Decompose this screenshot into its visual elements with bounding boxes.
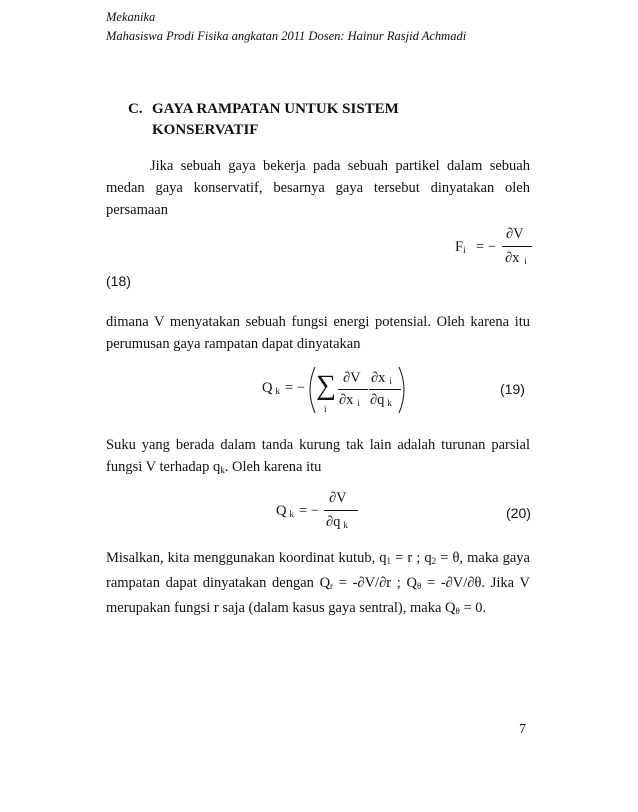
eq18-fraction-bar (502, 246, 532, 247)
eq19-fraction-bar-2 (369, 389, 401, 390)
eq19-number: (19) (500, 381, 525, 397)
eq20-numerator: ∂V (329, 490, 347, 506)
eq19-sum-symbol: ∑ (316, 370, 336, 401)
eq18-lhs: $F_i$ (455, 239, 466, 255)
eq19-num1: ∂V (343, 370, 361, 386)
section-letter: C. (128, 101, 143, 117)
paragraph-3: Suku yang berada dalam tanda kurung tak lain adalah turunan parsial fungsi V terhadap $q_k$. Oleh karena itu (106, 437, 530, 475)
page-number: 7 (519, 722, 526, 737)
section-heading (128, 99, 399, 141)
running-header-title: Mekanika (106, 10, 156, 24)
eq20-fraction-bar (324, 510, 358, 511)
eq19-den1: ∂x $_i$ (339, 392, 360, 408)
eq18-denominator: ∂x $_i$ (505, 250, 527, 266)
eq19-num2: ∂x $_i$ (371, 370, 392, 386)
eq20-lhs: Q $_k$ (276, 503, 294, 519)
eq19-sum-index: i (324, 404, 327, 414)
eq19-den2: ∂q $_k$ (370, 392, 392, 408)
eq20-denominator: ∂q $_k$ (326, 514, 348, 530)
paragraph-4: Misalkan, kita menggunakan koordinat kutub, $q_1 = r$ ; $q_2 = \theta$, maka gaya rampatan dapat dinyatakan dengan $Q_r = -\partial V/\partial r$ ; $Q_\theta = -\partial V/\partial\theta$. Jika V merupakan fungsi r saja (dalam kasus gaya sentral), maka $Q_\theta = 0$. (106, 550, 530, 616)
eq20-number: (20) (506, 505, 531, 521)
eq20-equals: = − (299, 503, 319, 519)
paragraph-1-text: Jika sebuah gaya bekerja pada sebuah partikel dalam sebuah medan gaya konservatif, besarnya gaya tersebut dinyatakan oleh persamaan (106, 158, 530, 218)
paragraph-1 (106, 155, 530, 221)
eq18-number: (18) (106, 273, 131, 289)
eq18-equals: = − (476, 239, 496, 255)
eq19-fraction-bar-1 (338, 389, 368, 390)
section-title-line1: GAYA RAMPATAN UNTUK SISTEM (152, 101, 399, 117)
section-title-line2: KONSERVATIF (152, 122, 259, 138)
paragraph-2: dimana V menyatakan sebuah fungsi energi potensial. Oleh karena itu perumusan gaya rampatan dapat dinyatakan (106, 314, 530, 352)
running-header-subtitle: Mahasiswa Prodi Fisika angkatan 2011 Dosen: Hainur Rasjid Achmadi (106, 29, 467, 43)
eq19-lhs: Q $_k$ (262, 380, 280, 396)
eq18-numerator: ∂V (506, 226, 524, 242)
eq19-equals: = − (285, 380, 305, 396)
